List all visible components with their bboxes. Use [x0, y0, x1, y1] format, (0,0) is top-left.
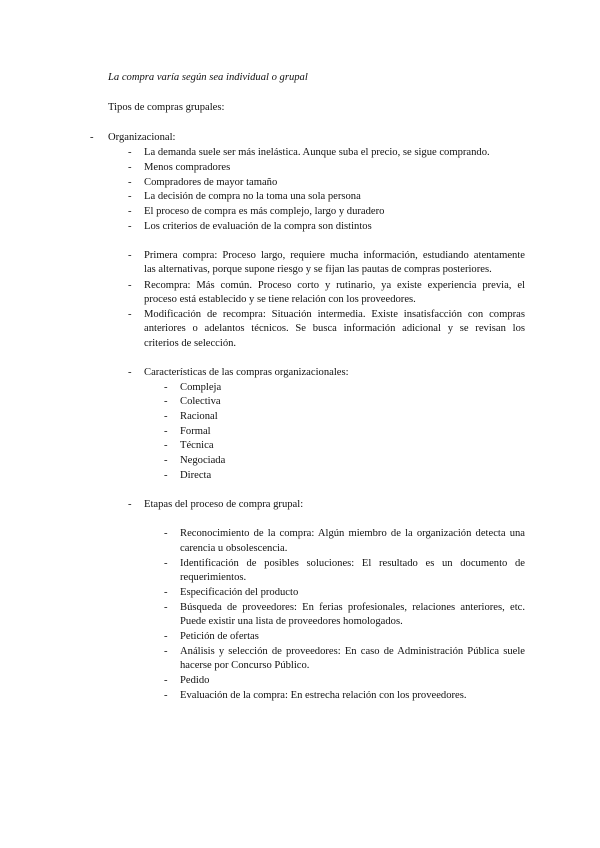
bullet-dash: - — [128, 499, 132, 510]
purchase-type-line: criterios de selección. — [144, 338, 237, 349]
characteristic-item: Negociada — [180, 455, 226, 466]
purchase-type-line: proceso está establecido y se tiene relación con los proveedores. — [144, 294, 416, 305]
purchase-type-line: Primera compra: Proceso largo, requiere mucha información, estudiando atentamente — [144, 250, 525, 261]
bullet-dash: - — [128, 280, 132, 291]
characteristic-item: Racional — [180, 411, 218, 422]
bullet-dash: - — [128, 162, 132, 173]
bullet-dash: - — [164, 528, 168, 539]
trait-item: Los criterios de evaluación de la compra son distintos — [144, 221, 372, 232]
bullet-dash: - — [164, 440, 168, 451]
bullet-dash: - — [164, 382, 168, 393]
stage-line: requerimientos. — [180, 572, 247, 583]
bullet-dash: - — [164, 690, 168, 701]
stage-line: Análisis y selección de proveedores: En caso de Administración Pública suele — [180, 646, 525, 657]
stage-line: Reconocimiento de la compra: Algún miembro de la organización detecta una — [180, 528, 525, 539]
section-title: Organizacional: — [108, 132, 176, 143]
characteristics-title: Características de las compras organizacionales: — [144, 367, 349, 378]
bullet-dash: - — [128, 367, 132, 378]
bullet-dash: - — [164, 558, 168, 569]
characteristic-item: Técnica — [180, 440, 214, 451]
bullet-dash: - — [164, 675, 168, 686]
bullet-dash: - — [164, 411, 168, 422]
characteristic-item: Compleja — [180, 382, 222, 393]
bullet-dash: - — [128, 250, 132, 261]
bullet-dash: - — [164, 646, 168, 657]
bullet-dash: - — [164, 396, 168, 407]
stage-line: Búsqueda de proveedores: En ferias profesionales, relaciones anteriores, etc. — [180, 602, 525, 613]
bullet-dash: - — [128, 206, 132, 217]
stage-line: Evaluación de la compra: En estrecha relación con los proveedores. — [180, 690, 467, 701]
purchase-type-line: las alternativas, porque supone riesgo y se fijan las pautas de compras posteriores. — [144, 264, 492, 275]
bullet-dash: - — [90, 132, 94, 143]
purchase-type-line: Modificación de recompra: Situación intermedia. Existe insatisfacción con compras — [144, 309, 525, 320]
trait-item: El proceso de compra es más complejo, largo y duradero — [144, 206, 385, 217]
stage-line: Puede existir una lista de proveedores homologados. — [180, 616, 403, 627]
bullet-dash: - — [164, 587, 168, 598]
trait-item: Compradores de mayor tamaño — [144, 177, 278, 188]
bullet-dash: - — [128, 309, 132, 320]
trait-item: Menos compradores — [144, 162, 231, 173]
stage-line: Pedido — [180, 675, 210, 686]
trait-item: La decisión de compra no la toma una sola persona — [144, 191, 361, 202]
bullet-dash: - — [164, 426, 168, 437]
stages-title: Etapas del proceso de compra grupal: — [144, 499, 304, 510]
purchase-type-line: anteriores o adelantos técnicos. Se busca información adicional y se revisan los — [144, 323, 525, 334]
characteristic-item: Directa — [180, 470, 212, 481]
bullet-dash: - — [128, 177, 132, 188]
trait-item: La demanda suele ser más inelástica. Aunque suba el precio, se sigue comprando. — [144, 147, 490, 158]
bullet-dash: - — [164, 470, 168, 481]
bullet-dash: - — [164, 602, 168, 613]
bullet-dash: - — [164, 631, 168, 642]
document-heading: La compra varía según sea individual o grupal — [108, 72, 308, 83]
subheading: Tipos de compras grupales: — [108, 102, 225, 113]
bullet-dash: - — [128, 147, 132, 158]
stage-line: Identificación de posibles soluciones: El resultado es un documento de — [180, 558, 525, 569]
stage-line: Especificación del producto — [180, 587, 299, 598]
stage-line: hacerse por Concurso Público. — [180, 660, 310, 671]
bullet-dash: - — [164, 455, 168, 466]
bullet-dash: - — [128, 191, 132, 202]
characteristic-item: Colectiva — [180, 396, 221, 407]
stage-line: Petición de ofertas — [180, 631, 259, 642]
stage-line: carencia u obsolescencia. — [180, 543, 288, 554]
purchase-type-line: Recompra: Más común. Proceso corto y rutinario, ya existe experiencia previa, el — [144, 280, 525, 291]
bullet-dash: - — [128, 221, 132, 232]
characteristic-item: Formal — [180, 426, 211, 437]
